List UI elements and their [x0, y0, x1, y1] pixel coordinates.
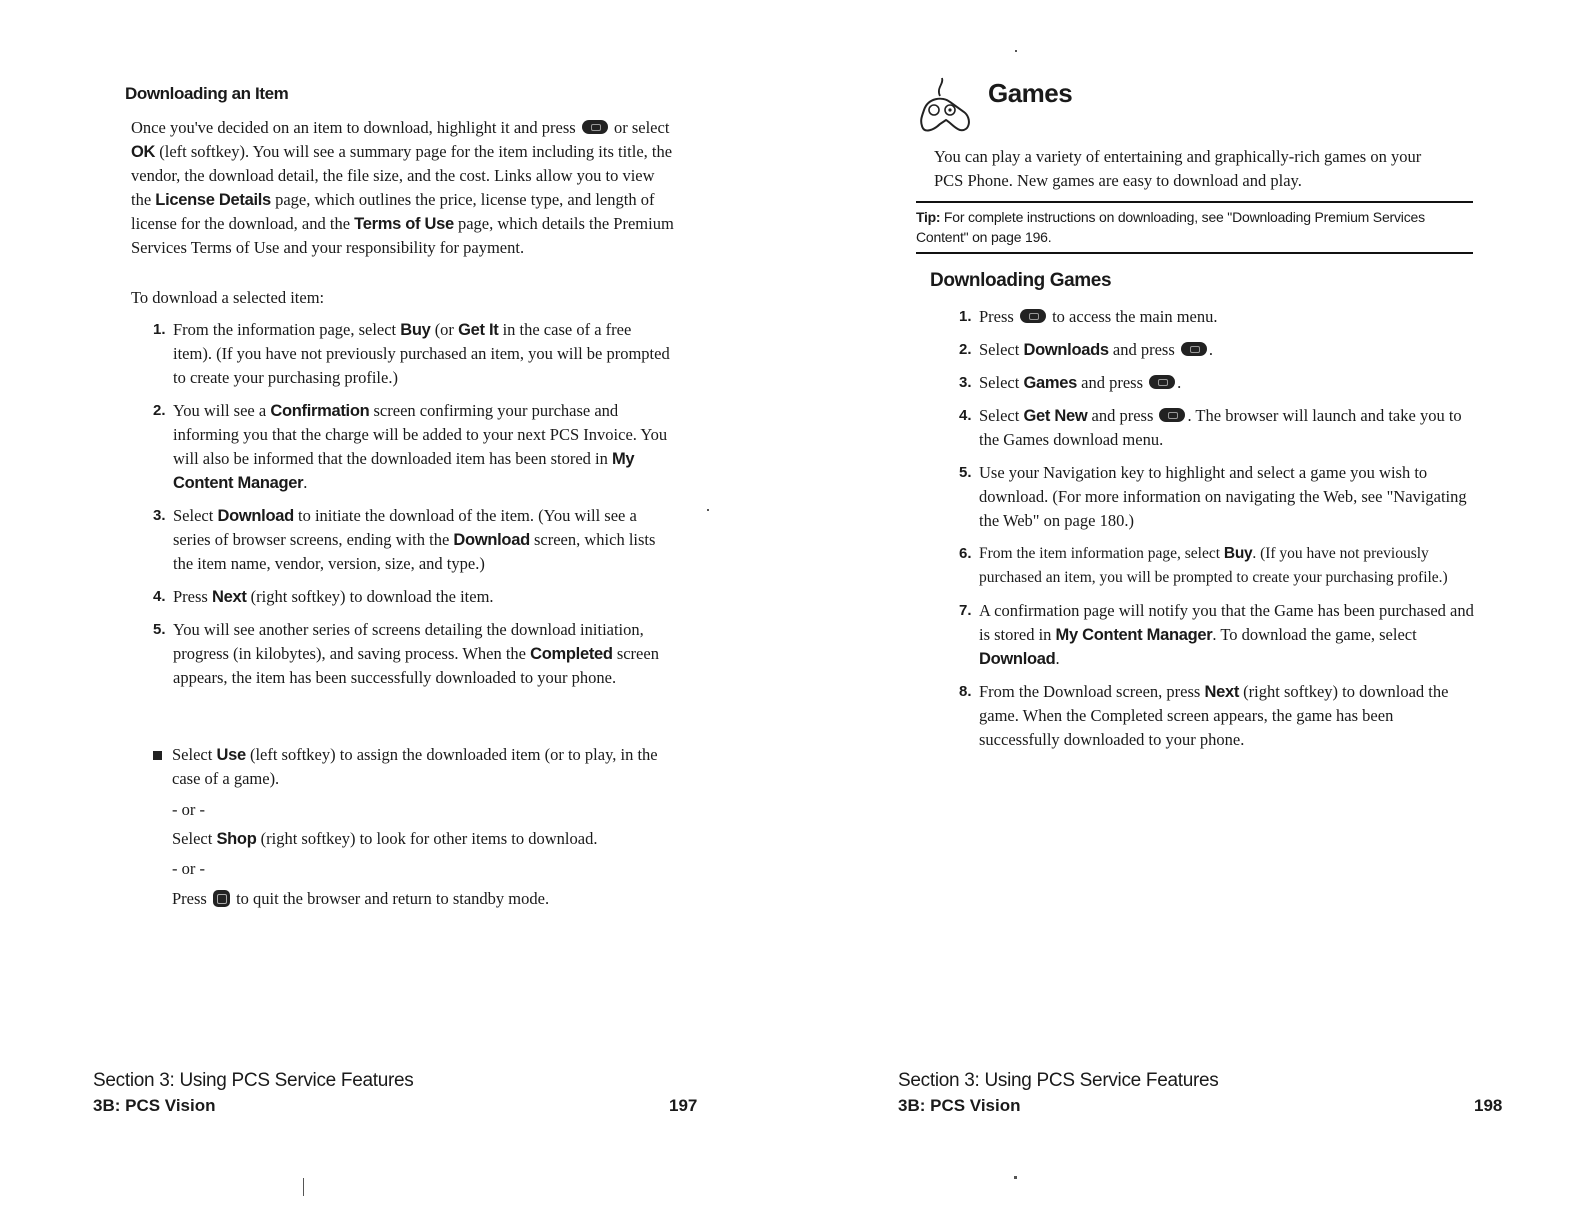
- list-item: 7. A confirmation page will notify you that the Game has been purchased and is stored in My Content Manager. To download the game, select Download.: [959, 601, 1474, 668]
- or-separator: - or -: [172, 800, 205, 819]
- end-option: Press to quit the browser and return to standby mode.: [172, 889, 550, 908]
- menu-ok-key-icon: [1159, 408, 1185, 422]
- download-steps-list: [153, 318, 673, 699]
- list-item: 3. Select Download to initiate the download of the item. (You will see a series of browser screens, ending with the Download screen, which lists the item name, vendor, version, size, and type.): [153, 506, 656, 573]
- or-separator: - or -: [172, 859, 205, 878]
- list-item: 5. You will see another series of screens detailing the download initiation, progress (in kilobytes), and saving process. When the Completed screen appears, the item has been successfully downloaded to your phone.: [153, 620, 659, 687]
- footer-subsection: 3B: PCS Vision: [898, 1096, 1021, 1115]
- games-controller-icon: [920, 70, 976, 143]
- tip-text: For complete instructions on downloading, see "Downloading Premium Services Content" on page 196.: [916, 209, 1425, 245]
- menu-ok-key-icon: [1181, 342, 1207, 356]
- list-item: 1. From the information page, select Buy (or Get It in the case of a free item). (If you have not previously purchased an item, you will be prompted to create your purchasing profile.): [153, 320, 670, 387]
- section-heading: Downloading an Item: [125, 84, 289, 103]
- list-item: 5. Use your Navigation key to highlight and select a game you wish to download. (For more information on navigating the Web, see "Navigating the Web" on page 180.): [959, 463, 1467, 530]
- right-page: [792, 0, 1584, 1224]
- list-item: 1. Press to access the main menu.: [959, 307, 1218, 326]
- list-item: 6. From the item information page, select Buy. (If you have not previously purchased an item, you will be prompted to create your purchasing profile.): [959, 545, 1448, 586]
- scan-mark: [303, 1178, 304, 1196]
- list-item: 2. Select Downloads and press .: [959, 340, 1213, 359]
- list-item: 4. Select Get New and press . The browser will launch and take you to the Games download menu.: [959, 406, 1462, 449]
- footer-subsection: 3B: PCS Vision: [93, 1096, 216, 1115]
- footer-section: Section 3: Using PCS Service Features: [898, 1070, 1219, 1091]
- page-number: 198: [1474, 1096, 1503, 1115]
- page-title: Games: [988, 78, 1073, 108]
- bullet-square-icon: [153, 751, 162, 760]
- shop-option: Select Shop (right softkey) to look for other items to download.: [172, 829, 598, 848]
- scan-mark: [1014, 1176, 1017, 1179]
- bullet-item: Select Use (left softkey) to assign the downloaded item (or to play, in the case of a game).: [153, 743, 673, 791]
- page-number: 197: [669, 1096, 698, 1115]
- scan-mark: [1015, 50, 1017, 52]
- intro-paragraph: You can play a variety of entertaining and graphically-rich games on your PCS Phone. New games are easy to download and play.: [934, 147, 1422, 190]
- list-item: 2. You will see a Confirmation screen confirming your purchase and informing you that the charge will be added to your next PCS Invoice. You will also be informed that the downloaded item has been stored in My Content Manager.: [153, 401, 668, 492]
- list-item: 4. Press Next (right softkey) to download the item.: [153, 587, 494, 606]
- menu-ok-key-icon: [1020, 309, 1046, 323]
- list-item: 8. From the Download screen, press Next (right softkey) to download the game. When the Completed screen appears, the game has been successfully downloaded to your phone.: [959, 682, 1449, 749]
- intro-paragraph: Once you've decided on an item to download, highlight it and press or select OK (left softkey). You will see a summary page for the item including its title, the vendor, the download detail, the file size, and the cost. Links allow you to view the License Details page, which outlines the price, license type, and length of license for the download, and the Terms of Use page, which details the Premium Services Terms of Use and your responsibility for payment.: [131, 118, 674, 257]
- list-item: 3. Select Games and press .: [959, 373, 1182, 392]
- menu-ok-key-icon: [1149, 375, 1175, 389]
- menu-ok-key-icon: [582, 120, 608, 134]
- subheading: Downloading Games: [930, 270, 1112, 291]
- scan-mark: [707, 509, 709, 511]
- steps-lead: To download a selected item:: [131, 288, 325, 307]
- end-key-icon: [213, 890, 230, 907]
- footer-section: Section 3: Using PCS Service Features: [93, 1070, 414, 1091]
- tip-label: Tip:: [916, 209, 941, 225]
- tip-box: [916, 201, 1473, 254]
- games-steps-list: [959, 305, 1477, 761]
